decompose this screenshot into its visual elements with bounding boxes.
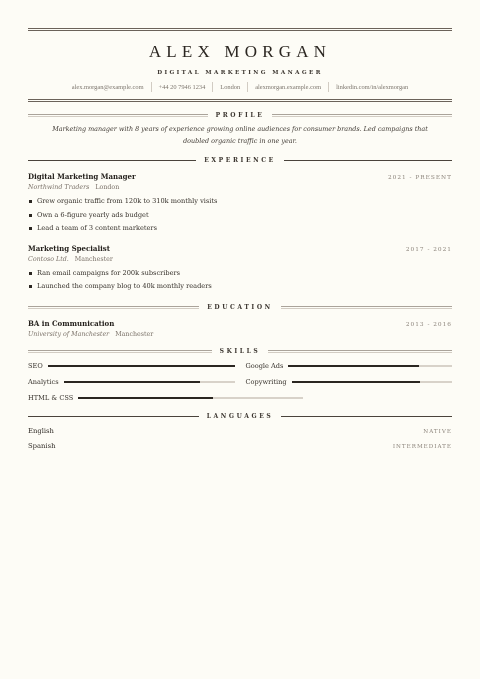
job-role: Digital Marketing Manager	[28, 172, 136, 181]
heading-rule	[268, 350, 452, 353]
contact-separator	[212, 82, 213, 92]
section-label: EDUCATION	[207, 303, 273, 311]
education-section-heading	[28, 304, 452, 311]
skill-name: Copywriting	[245, 378, 287, 386]
experience-section-heading	[28, 157, 452, 164]
language-item	[28, 427, 452, 435]
profile-summary: Marketing manager with 8 years of experience growing online audiences for consumer brands. Led campaigns that doubled organic traffic in one year.	[52, 125, 428, 145]
skill-bar-fill	[64, 381, 201, 383]
contact-separator	[151, 82, 152, 92]
degree: BA in Communication	[28, 318, 115, 328]
skill-bar-fill	[292, 381, 420, 383]
skill-name: HTML & CSS	[28, 394, 74, 402]
job-bullets	[28, 267, 452, 294]
bullet-item: Grew organic traffic from 120k to 310k monthly visits	[28, 195, 452, 209]
language-level: INTERMEDIATE	[392, 443, 452, 450]
resume-page	[28, 28, 452, 450]
contact-separator	[328, 82, 329, 92]
contact-linkedin[interactable]: linkedin.com/in/alexmorgan	[336, 83, 409, 91]
education-entry	[28, 319, 452, 338]
skills-grid	[28, 362, 452, 403]
skill-item	[246, 362, 453, 371]
skill-bar	[78, 397, 303, 399]
job-dates: 2017 - 2021	[405, 246, 452, 253]
section-label: EXPERIENCE	[204, 157, 276, 164]
experience-entry	[28, 172, 452, 236]
contact-website[interactable]: alexmorgan.example.com	[255, 83, 322, 91]
contact-location: London	[220, 83, 241, 91]
candidate-name: ALEX MORGAN	[148, 42, 332, 61]
bullet-item: Launched the company blog to 40k monthly readers	[28, 280, 452, 294]
profile-section-heading	[28, 112, 452, 119]
job-bullets	[28, 195, 452, 236]
job-role: Marketing Specialist	[28, 243, 110, 253]
section-label: SKILLS	[219, 347, 261, 355]
heading-rule	[272, 114, 452, 117]
skill-bar-fill	[78, 397, 213, 399]
skill-bar	[48, 365, 235, 367]
contact-phone[interactable]: +44 20 7946 1234	[158, 83, 206, 91]
education-dates: 2013 - 2016	[405, 321, 452, 328]
skill-bar	[288, 365, 452, 367]
school-location: Manchester	[115, 330, 154, 338]
experience-entry	[28, 244, 452, 294]
skill-name: SEO	[28, 362, 43, 370]
languages-section-heading	[28, 413, 452, 420]
bullet-item: Lead a team of 3 content marketers	[28, 222, 452, 236]
school-name: University of Manchester	[28, 330, 110, 338]
job-company: Contoso Ltd.	[28, 255, 69, 263]
header-bottom-rule	[28, 99, 452, 102]
language-name: Spanish	[28, 441, 56, 450]
language-name: English	[28, 426, 54, 435]
language-item	[28, 442, 452, 450]
job-dates: 2021 - PRESENT	[387, 175, 452, 181]
heading-rule	[28, 114, 208, 117]
skill-bar	[292, 381, 452, 383]
candidate-title: DIGITAL MARKETING MANAGER	[157, 70, 323, 76]
job-company: Northwind Traders	[28, 184, 90, 191]
bullet-item: Own a 6-figure yearly ads budget	[28, 209, 452, 223]
contact-email[interactable]: alex.morgan@example.com	[71, 83, 144, 91]
contact-bar	[28, 82, 452, 92]
heading-rule	[28, 350, 212, 353]
section-label: LANGUAGES	[206, 412, 274, 420]
skill-name: Analytics	[28, 378, 59, 386]
heading-rule	[281, 416, 452, 417]
heading-rule	[284, 160, 452, 161]
heading-rule	[28, 160, 196, 161]
header-top-rule	[28, 28, 452, 31]
skill-item	[28, 378, 235, 387]
skills-section-heading	[28, 348, 452, 355]
skill-item	[28, 394, 303, 403]
skill-bar-fill	[288, 365, 419, 367]
skill-item	[28, 362, 235, 371]
heading-rule	[28, 416, 199, 417]
contact-separator	[247, 82, 248, 92]
language-level: NATIVE	[423, 428, 452, 435]
skill-bar-fill	[48, 365, 235, 367]
heading-rule	[281, 306, 452, 309]
skill-item	[246, 378, 453, 387]
job-location: London	[95, 184, 120, 191]
bullet-item: Ran email campaigns for 200k subscribers	[28, 267, 452, 281]
skill-name: Google Ads	[245, 362, 284, 370]
skill-bar	[64, 381, 235, 383]
section-label: PROFILE	[215, 112, 265, 119]
job-location: Manchester	[74, 255, 113, 263]
heading-rule	[28, 306, 199, 309]
